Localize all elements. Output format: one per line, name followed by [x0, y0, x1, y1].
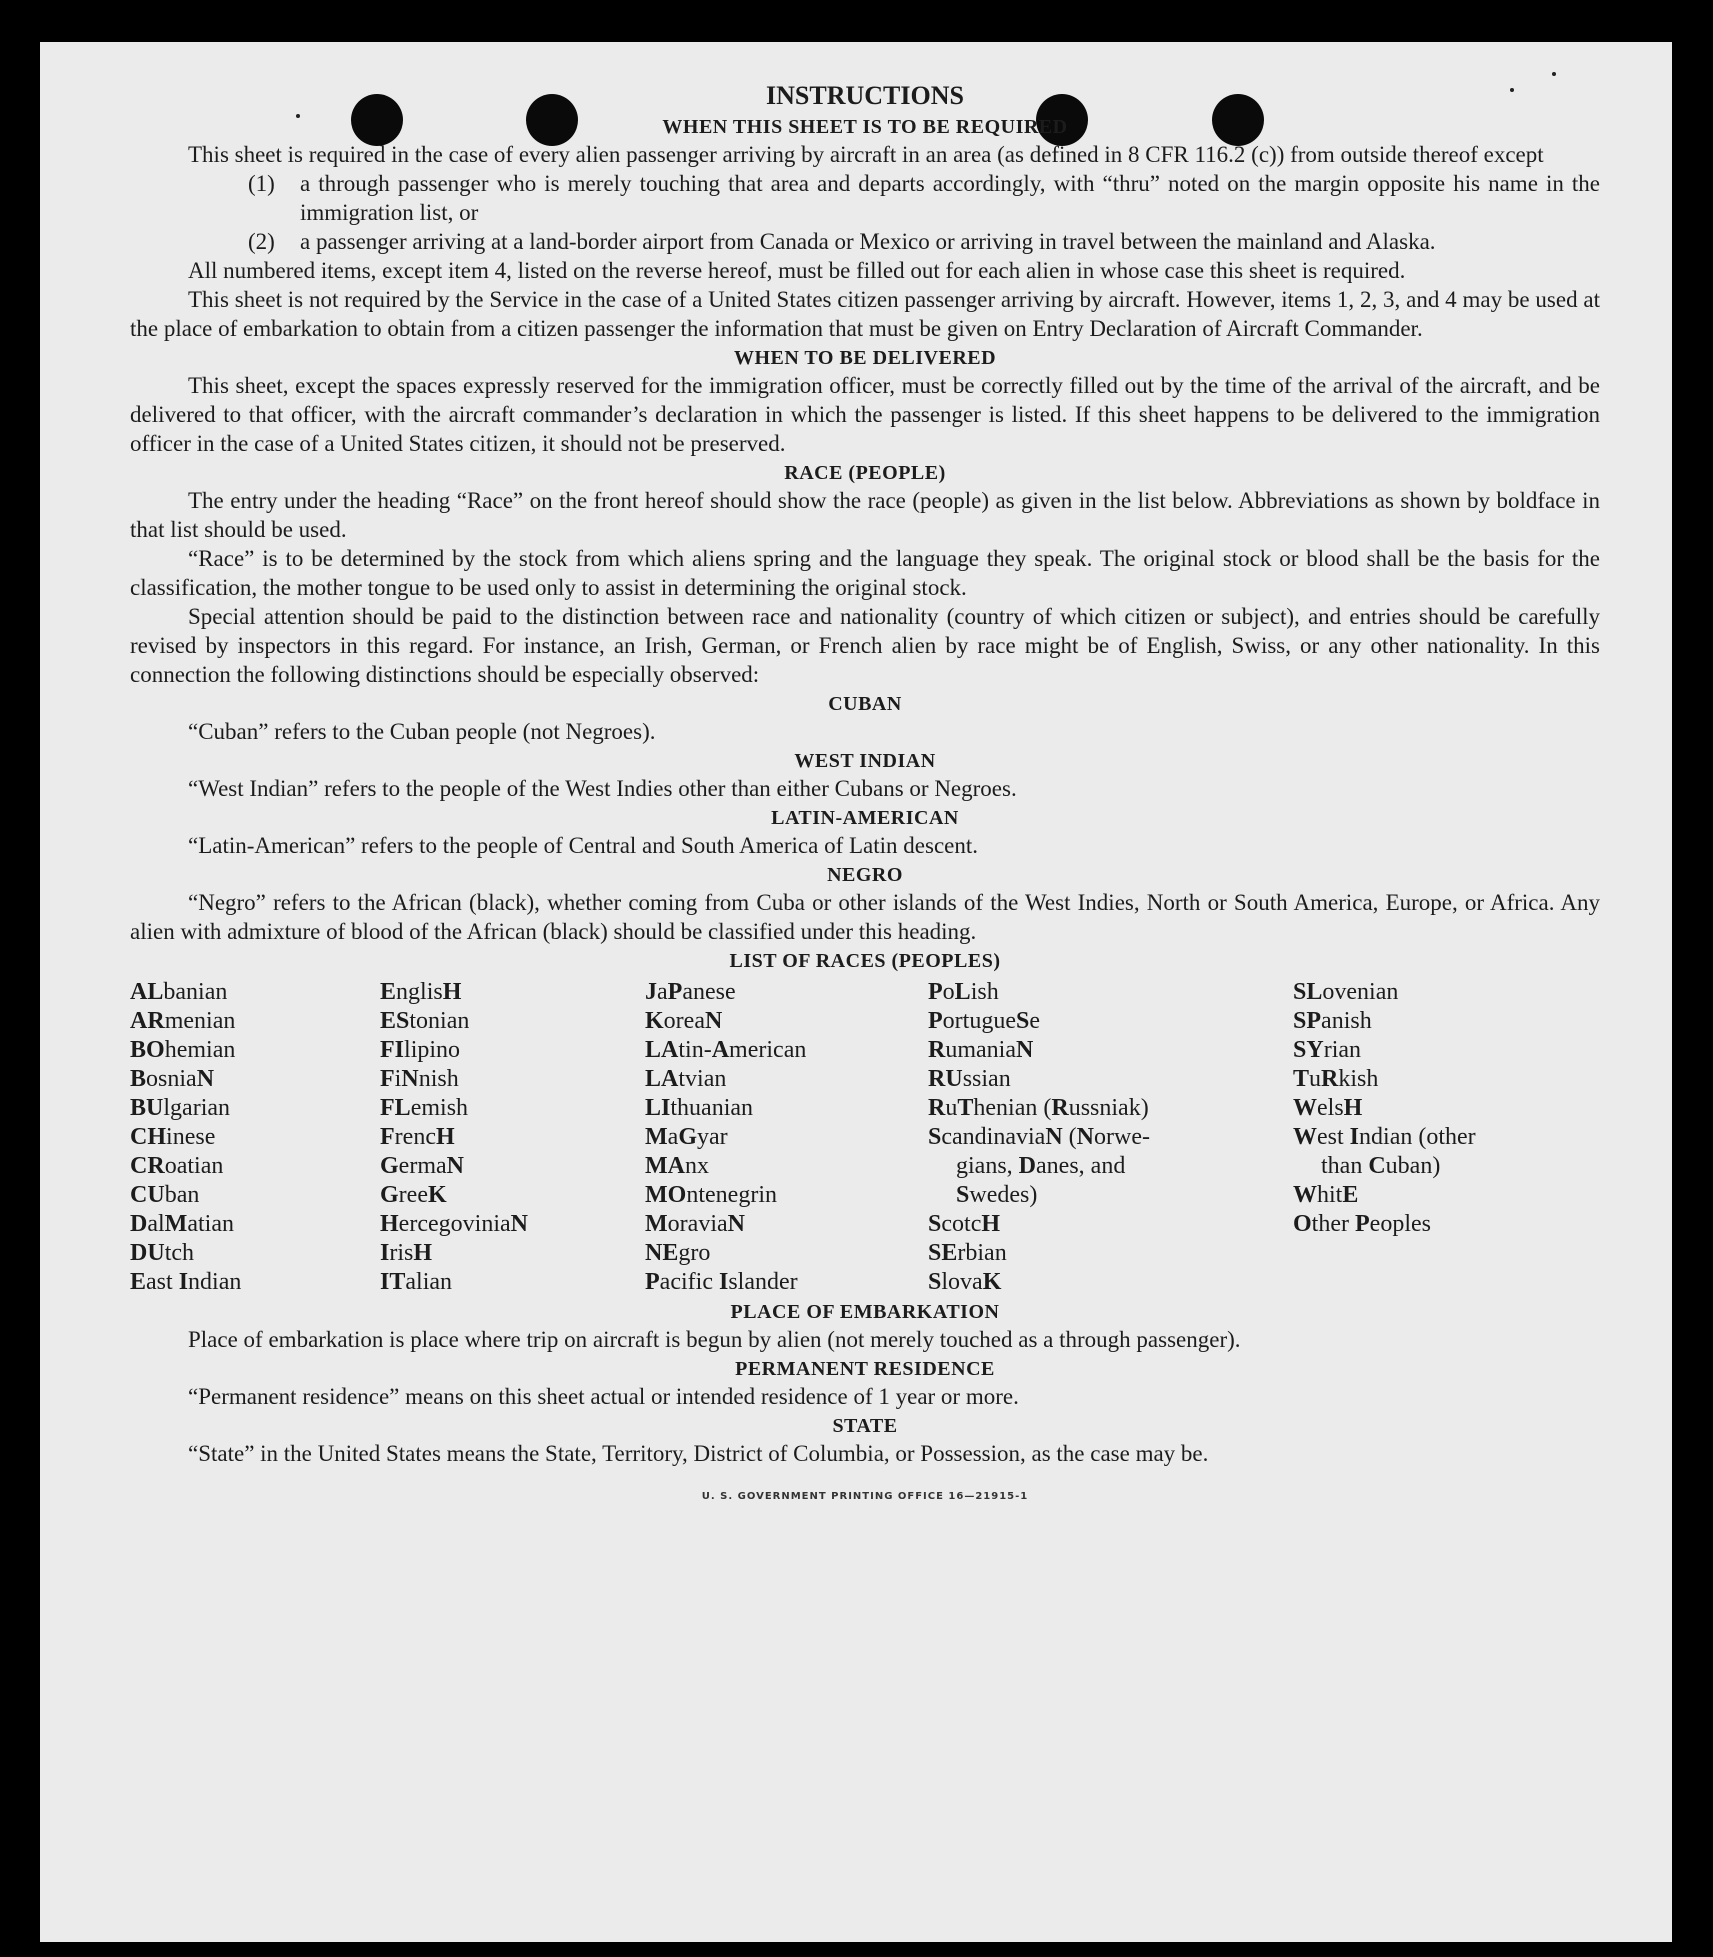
race-item: SLovenian: [1293, 979, 1399, 1005]
race-item: GreeK: [380, 1182, 447, 1208]
race-item: BosniaN: [130, 1066, 215, 1092]
race-item: ARmenian: [130, 1008, 236, 1034]
printer-imprint: U. S. GOVERNMENT PRINTING OFFICE 16—21915-1: [701, 1491, 1029, 1502]
paragraph: “Race” is to be determined by the stock from which aliens spring and the language they speak. The original stock or blood shall be the basis for the classification, the mother tongue to be used only to assist in determining the original stock.: [130, 546, 1600, 600]
race-item: West Indian (other: [1293, 1124, 1476, 1150]
race-item: PortugueSe: [928, 1008, 1041, 1034]
section-heading-embarkation: PLACE OF EMBARKATION: [730, 1301, 1000, 1323]
section-heading-when-required: WHEN THIS SHEET IS TO BE REQUIRED: [662, 116, 1068, 138]
page-title: INSTRUCTIONS: [766, 81, 964, 110]
paragraph: “Cuban” refers to the Cuban people (not Negroes).: [188, 719, 656, 744]
race-item: than Cuban): [1321, 1153, 1441, 1179]
paragraph: “Latin-American” refers to the people of Central and South America of Latin descent.: [188, 833, 978, 858]
race-item: RuThenian (Russniak): [928, 1095, 1149, 1121]
race-item: SErbian: [928, 1240, 1007, 1266]
race-item: MoraviaN: [645, 1211, 745, 1237]
race-item: East Indian: [130, 1269, 242, 1295]
list-item: [248, 227, 1600, 256]
paragraph: “West Indian” refers to the people of the West Indies other than either Cubans or Negroes.: [188, 776, 1017, 801]
list-item: [248, 169, 1600, 227]
item-number: (2): [248, 229, 275, 254]
race-item: ALbanian: [130, 979, 228, 1005]
instructions-content: [130, 80, 1600, 1511]
item-text: a passenger arriving at a land-border airport from Canada or Mexico or arriving in travel between the mainland and Alaska.: [300, 229, 1436, 254]
paragraph: The entry under the heading “Race” on the front hereof should show the race (people) as given in the list below. Abbreviations as shown by boldface in that list should be used.: [130, 488, 1600, 542]
section-heading-latin-american: LATIN-AMERICAN: [771, 807, 959, 829]
paragraph: Place of embarkation is place where trip on aircraft is begun by alien (not merely touched as a through passenger).: [188, 1327, 1241, 1352]
race-item: DUtch: [130, 1240, 195, 1266]
race-item: NEgro: [645, 1240, 711, 1266]
race-item: gians, Danes, and: [956, 1153, 1126, 1179]
race-item: Other Peoples: [1293, 1211, 1431, 1237]
paragraph: “Permanent residence” means on this sheet actual or intended residence of 1 year or more.: [188, 1384, 1019, 1409]
race-item: MOntenegrin: [645, 1182, 777, 1208]
races-column-3: [645, 978, 928, 1297]
paragraph: This sheet is required in the case of every alien passenger arriving by aircraft in an area (as defined in 8 CFR 116.2 (c)) from outside thereof except: [188, 142, 1544, 167]
race-item: EnglisH: [380, 979, 462, 1005]
section-heading-state: STATE: [832, 1415, 898, 1437]
race-item: MaGyar: [645, 1124, 728, 1150]
document-sheet: [40, 42, 1672, 1942]
race-item: IrisH: [380, 1240, 433, 1266]
section-heading-race: RACE (PEOPLE): [784, 462, 946, 484]
race-item: FiNnish: [380, 1066, 459, 1092]
race-item: LIthuanian: [645, 1095, 754, 1121]
race-item: WhitE: [1293, 1182, 1359, 1208]
race-item: CHinese: [130, 1124, 216, 1150]
item-number: (1): [248, 171, 275, 196]
race-item: BOhemian: [130, 1037, 236, 1063]
race-item: DalMatian: [130, 1211, 234, 1237]
paragraph: “Negro” refers to the African (black), whether coming from Cuba or other islands of the West Indies, North or South America, Europe, or Africa. Any alien with admixture of blood of the African (black) should be classified under this heading.: [130, 890, 1600, 944]
race-item: LAtin-American: [645, 1037, 807, 1063]
item-text: a through passenger who is merely touching that area and departs accordingly, with “thru” noted on the margin opposite his name in the immigration list, or: [300, 171, 1600, 225]
section-heading-when-delivered: WHEN TO BE DELIVERED: [733, 347, 997, 369]
race-item: ITalian: [380, 1269, 453, 1295]
section-heading-cuban: CUBAN: [828, 693, 902, 715]
race-item: Pacific Islander: [645, 1269, 798, 1295]
race-item: SPanish: [1293, 1008, 1372, 1034]
paragraph: Special attention should be paid to the distinction between race and nationality (country of which citizen or subject), and entries should be carefully revised by inspectors in this regard. For instance, an Irish, German, or French alien by race might be of English, Swiss, or any other nationality. In this connection the following distinctions should be especially observed:: [130, 604, 1600, 687]
races-list: [130, 978, 1600, 1297]
race-item: PoLish: [928, 979, 999, 1005]
race-item: GermaN: [380, 1153, 464, 1179]
races-column-2: [380, 978, 645, 1297]
paragraph: This sheet is not required by the Service in the case of a United States citizen passenger arriving by aircraft. However, items 1, 2, 3, and 4 may be used at the place of embarkation to obtain from a citizen passenger the information that must be given on Entry Declaration of Aircraft Commander.: [130, 287, 1600, 341]
race-item: SYrian: [1293, 1037, 1362, 1063]
race-item: RumaniaN: [928, 1037, 1034, 1063]
paragraph: This sheet, except the spaces expressly reserved for the immigration officer, must be correctly filled out by the time of the arrival of the aircraft, and be delivered to that officer, with the aircraft commander’s declaration in which the passenger is listed. If this sheet happens to be delivered to the immigration officer in the case of a United States citizen, it should not be preserved.: [130, 373, 1600, 456]
race-item: CRoatian: [130, 1153, 224, 1179]
races-column-5: [1293, 978, 1593, 1297]
race-item: KoreaN: [645, 1008, 723, 1034]
races-column-1: [130, 978, 380, 1297]
race-item: FrencH: [380, 1124, 455, 1150]
race-item: SlovaK: [928, 1269, 1002, 1295]
section-heading-negro: NEGRO: [827, 864, 903, 886]
race-item: WelsH: [1293, 1095, 1363, 1121]
race-item: LAtvian: [645, 1066, 727, 1092]
section-heading-permanent-residence: PERMANENT RESIDENCE: [735, 1358, 995, 1380]
race-item: TuRkish: [1293, 1066, 1379, 1092]
race-item: ScandinaviaN (Norwe-: [928, 1124, 1151, 1150]
race-item: JaPanese: [645, 979, 736, 1005]
race-item: FIlipino: [380, 1037, 461, 1063]
speck: [1552, 72, 1556, 76]
race-item: EStonian: [380, 1008, 470, 1034]
race-item: ScotcH: [928, 1211, 1001, 1237]
race-item: FLemish: [380, 1095, 469, 1121]
races-column-4: [928, 978, 1293, 1297]
race-item: MAnx: [645, 1153, 709, 1179]
paragraph: All numbered items, except item 4, listed on the reverse hereof, must be filled out for each alien in whose case this sheet is required.: [188, 258, 1406, 283]
race-item: HercegoviniaN: [380, 1211, 528, 1237]
paragraph: “State” in the United States means the State, Territory, District of Columbia, or Possession, as the case may be.: [188, 1441, 1209, 1466]
section-heading-list-of-races: LIST OF RACES (PEOPLES): [729, 950, 1001, 972]
race-item: CUban: [130, 1182, 200, 1208]
section-heading-west-indian: WEST INDIAN: [794, 750, 936, 772]
race-item: RUssian: [928, 1066, 1011, 1092]
race-item: Swedes): [956, 1182, 1038, 1208]
race-item: BUlgarian: [130, 1095, 231, 1121]
